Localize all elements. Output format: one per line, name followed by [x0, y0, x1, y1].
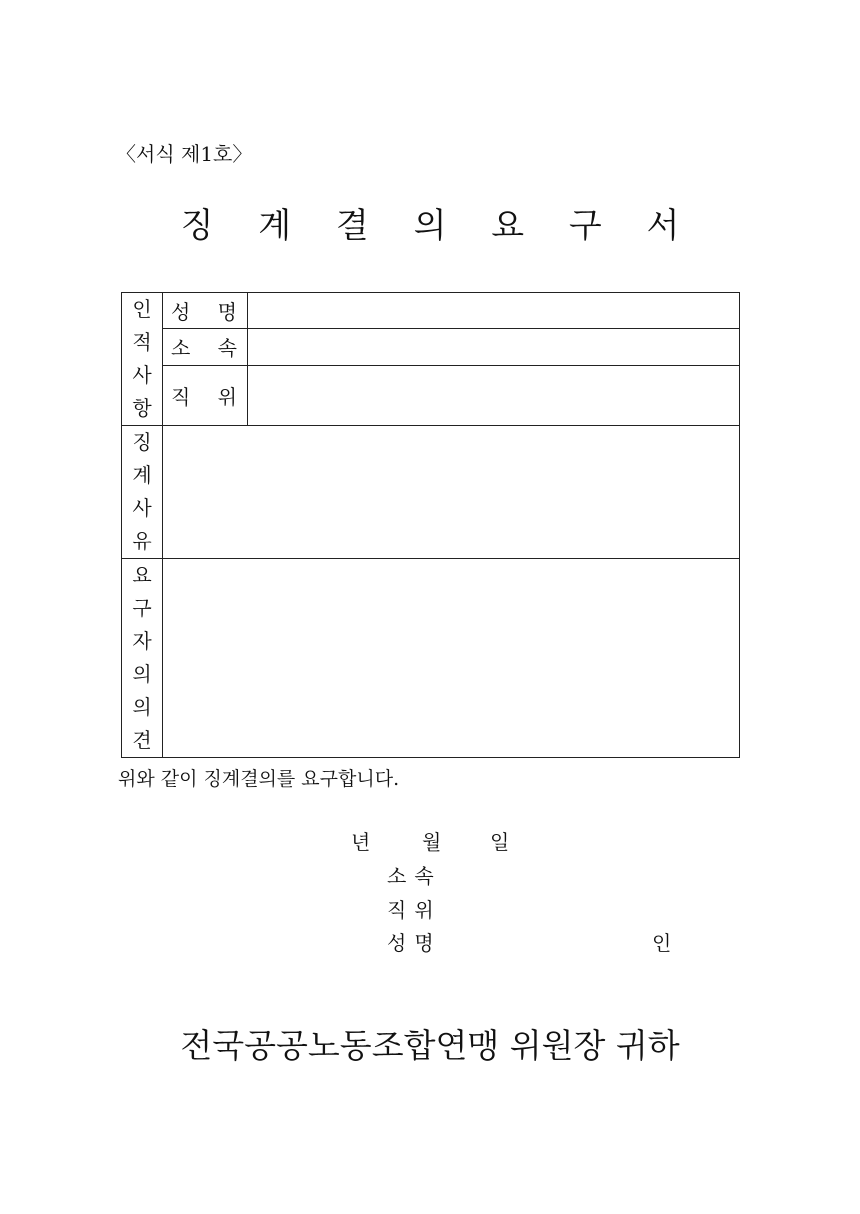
disciplinary-reason-field[interactable]	[163, 426, 740, 559]
personal-info-header: 인 적 사 항	[122, 293, 163, 426]
seal-mark: 인	[652, 931, 672, 955]
request-statement: 위와 같이 징계결의를 요구합니다.	[118, 768, 400, 790]
name-field[interactable]	[248, 293, 740, 329]
signer-position: 직위	[387, 898, 442, 922]
name-label: 성 명	[163, 293, 248, 329]
signer-name: 성명	[387, 931, 442, 955]
position-label: 직 위	[163, 365, 248, 425]
disciplinary-reason-header: 징 계 사 유	[122, 426, 163, 559]
addressee: 전국공공노동조합연맹 위원장 귀하	[180, 1026, 680, 1065]
date-month: 월	[422, 830, 442, 854]
position-field[interactable]	[248, 365, 740, 425]
affiliation-field[interactable]	[248, 328, 740, 365]
affiliation-label: 소 속	[163, 328, 248, 365]
requester-opinion-header: 요 구 자 의 의 견	[122, 559, 163, 758]
document-title: 징 계 결 의 요 구 서	[180, 206, 697, 246]
signer-affiliation: 소속	[387, 864, 442, 888]
requester-opinion-field[interactable]	[163, 559, 740, 758]
form-table	[121, 292, 740, 758]
form-number: 〈서식 제1호〉	[116, 142, 253, 166]
date-year: 년	[351, 830, 371, 854]
date-day: 일	[490, 830, 510, 854]
